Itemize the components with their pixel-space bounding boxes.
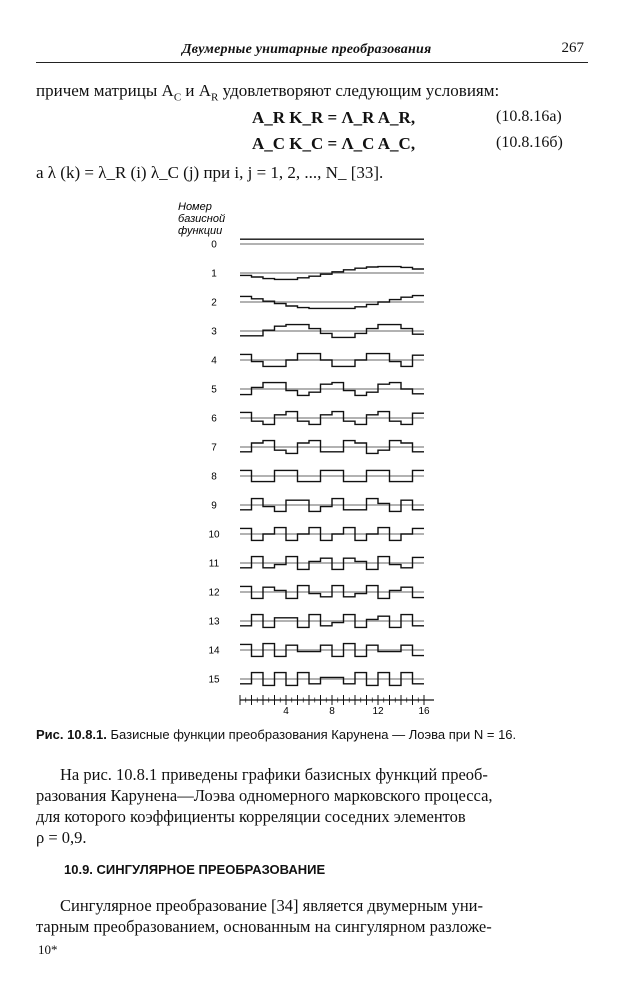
paragraph-1-line-4: ρ = 0,9. — [36, 828, 87, 847]
paragraph-1-line-3: для которого коэффициенты корреляции соседних элементов — [36, 807, 466, 826]
row-label: 5 — [211, 384, 217, 396]
x-tick-label: 12 — [372, 706, 384, 717]
intro-text-1: причем матрицы A — [36, 81, 174, 100]
row-label: 1 — [211, 268, 217, 280]
paragraph-2-line-2: тарным преобразованием, основанным на сингулярном разложе- — [36, 917, 492, 936]
header-title: Двумерные унитарные преобразования — [182, 42, 432, 57]
caption-label: Рис. 10.8.1. — [36, 727, 107, 742]
equation-a-text: A_R K_R = Λ_R A_R, — [252, 108, 416, 127]
paragraph-2-line-1: Сингулярное преобразование [34] является двумерным уни- — [60, 896, 483, 915]
x-tick-label: 8 — [329, 706, 335, 717]
lambda-line: а λ (k) = λ_R (i) λ_C (j) при i, j = 1, 2, ..., N_ [33]. — [36, 163, 384, 182]
intro-sub-r: R — [211, 91, 219, 104]
section-heading: 10.9. СИНГУЛЯРНОЕ ПРЕОБРАЗОВАНИЕ — [64, 862, 326, 877]
row-label: 14 — [208, 645, 220, 657]
row-label: 4 — [211, 355, 217, 367]
row-label: 2 — [211, 297, 217, 309]
x-tick-label: 16 — [418, 706, 430, 717]
row-label: 13 — [208, 616, 220, 628]
row-label: 15 — [208, 674, 220, 686]
row-label: 9 — [211, 500, 217, 512]
row-label: 10 — [208, 529, 220, 541]
caption-text: Базисные функции преобразования Карунена — Лоэва при N = 16. — [106, 727, 517, 742]
paragraph-1-line-1: На рис. 10.8.1 приведены графики базисных функций преоб- — [60, 765, 488, 784]
row-label: 12 — [208, 587, 220, 599]
y-axis-label-line: Номер — [178, 201, 212, 213]
chart-rows — [208, 239, 424, 685]
y-axis-label-line: базисной — [178, 213, 226, 225]
row-label: 11 — [208, 558, 220, 570]
figure-caption — [36, 727, 516, 742]
intro-text-3: удовлетворяют следующим условиям: — [218, 81, 500, 100]
row-label: 0 — [211, 239, 217, 251]
intro-text-2: и A — [181, 81, 212, 100]
equation-b-number: (10.8.16б) — [496, 134, 563, 151]
intro-sub-c: C — [173, 91, 182, 104]
page-number: 267 — [561, 40, 584, 56]
y-axis-label — [178, 201, 225, 237]
paragraph-1-line-2: разования Карунена—Лоэва одномерного марковского процесса, — [36, 786, 493, 805]
signature-mark: 10* — [38, 942, 58, 957]
y-axis-label-line: функции — [178, 225, 223, 237]
equation-b-text: A_C K_C = Λ_C A_C, — [252, 134, 416, 153]
row-label: 8 — [211, 471, 217, 483]
row-label: 3 — [211, 326, 217, 338]
equation-a-number: (10.8.16а) — [496, 108, 562, 125]
x-axis — [240, 695, 434, 717]
row-label: 7 — [211, 442, 217, 454]
row-label: 6 — [211, 413, 217, 425]
x-tick-label: 4 — [283, 706, 289, 717]
